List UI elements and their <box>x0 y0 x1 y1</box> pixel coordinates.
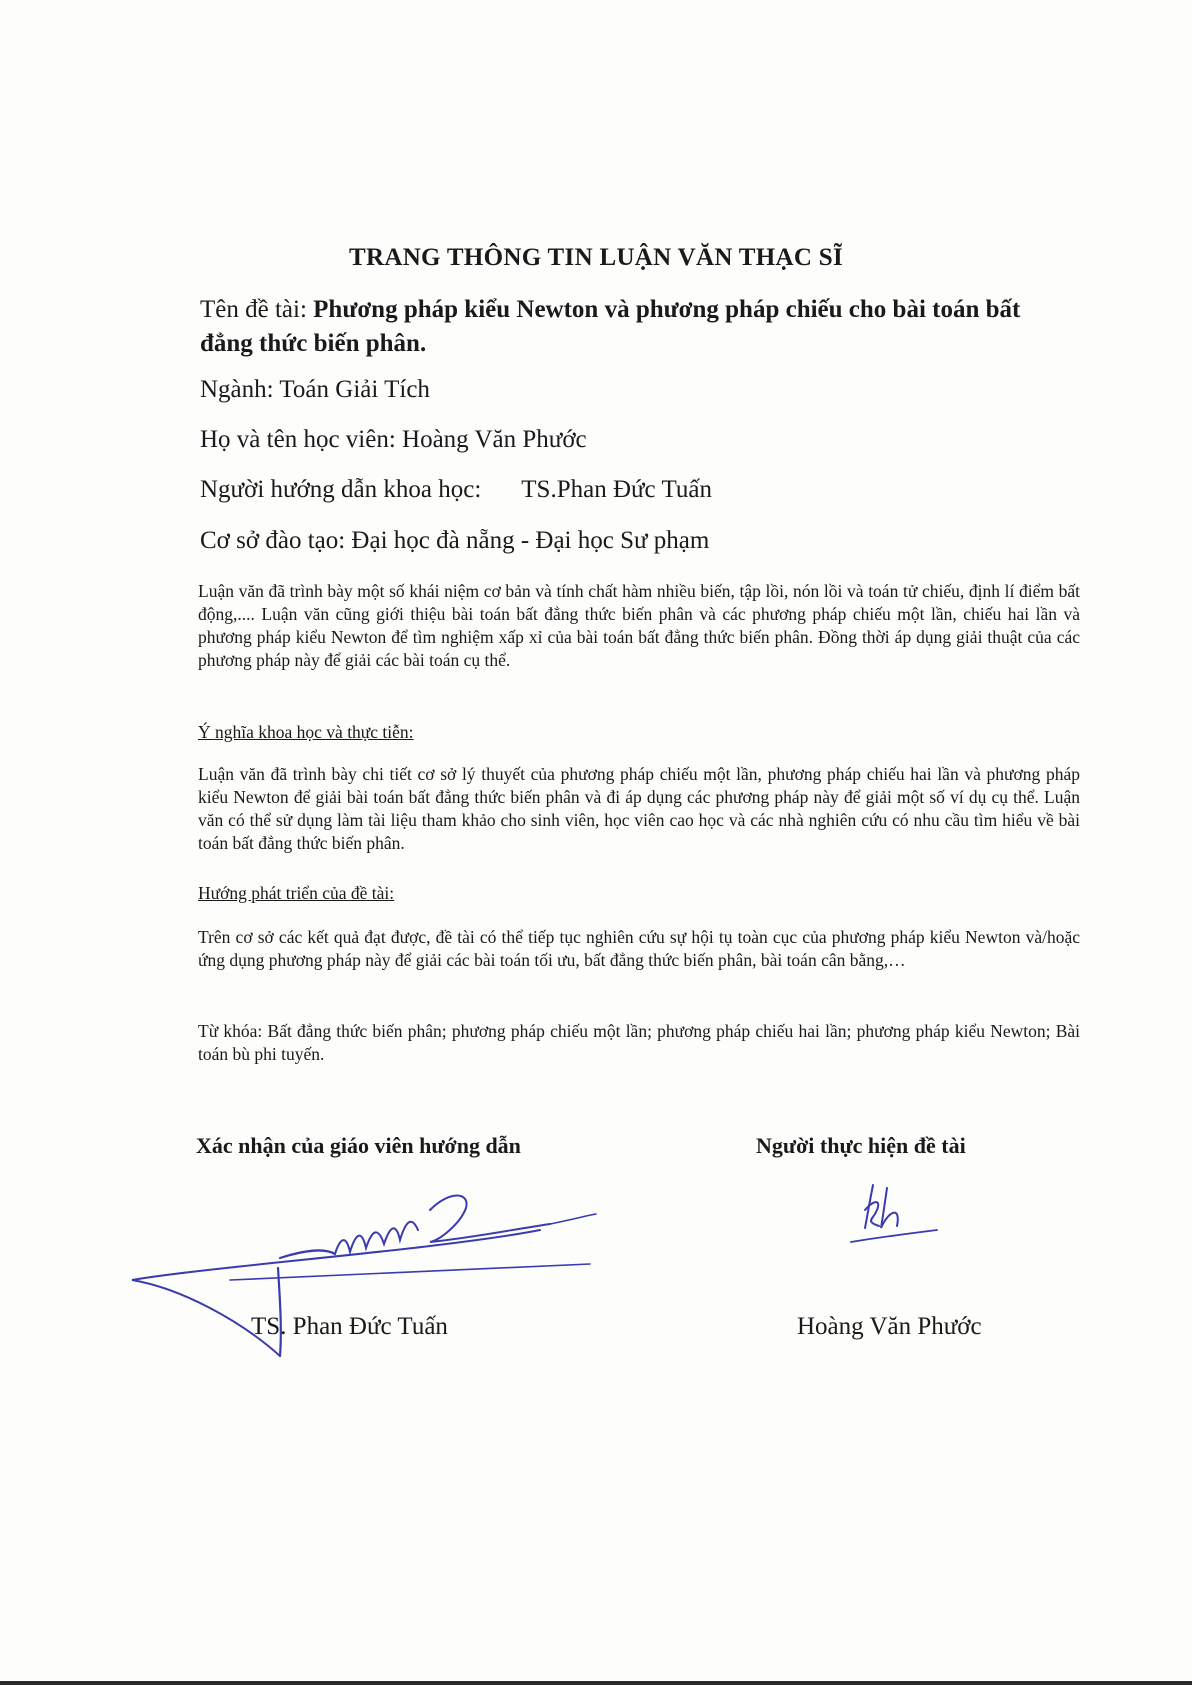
abstract-paragraph: Luận văn đã trình bày một số khái niệm cơ bản và tính chất hàm nhiều biến, tập lồi, nón lồi và toán tử chiếu, định lí điểm bất động,.... Luận văn cũng giới thiệu bài toán bất đẳng thức biến phân và các phương pháp chiếu một lần, chiếu hai lần và phương pháp kiểu Newton để tìm nghiệm xấp xỉ của bài toán bất đẳng thức biến phân. Đồng thời áp dụng giải thuật của các phương pháp này để giải các bài toán cụ thể. <box>198 581 1080 670</box>
advisor-name: TS.Phan Đức Tuấn <box>521 476 712 503</box>
author-signature-name: Hoàng Văn Phước <box>797 1313 982 1340</box>
advisor-confirmation-heading: Xác nhận của giáo viên hướng dẫn <box>196 1133 521 1158</box>
meaning-paragraph: Luận văn đã trình bày chi tiết cơ sở lý thuyết của phương pháp chiếu một lần, phương pháp chiếu hai lần và phương pháp kiểu Newton để giải bài toán bất đẳng thức biến phân và đi áp dụng các phương pháp này để giải một số ví dụ cụ thể. Luận văn có thể sử dụng làm tài liệu tham khảo cho sinh viên, học viên cao học và các nhà nghiên cứu có nhu cầu tìm hiểu về bài toán bất đẳng thức biến phân. <box>198 764 1080 853</box>
topic-title-line2: đẳng thức biến phân. <box>200 330 427 357</box>
advisor-label: Người hướng dẫn khoa học: <box>200 476 482 503</box>
major-line: Ngành: Toán Giải Tích <box>200 376 430 403</box>
author-signature <box>845 1180 945 1250</box>
author-heading: Người thực hiện đề tài <box>756 1133 966 1158</box>
keywords-paragraph: Từ khóa: Bất đẳng thức biến phân; phương pháp chiếu một lần; phương pháp chiếu hai lần; phương pháp kiểu Newton; Bài toán bù phi tuyến. <box>198 1021 1080 1064</box>
advisor-line <box>200 476 712 504</box>
direction-paragraph: Trên cơ sở các kết quả đạt được, đề tài có thể tiếp tục nghiên cứu sự hội tụ toàn cục của phương pháp kiểu Newton và/hoặc ứng dụng phương pháp này để giải các bài toán tối ưu, bất đẳng thức biến phân, bài toán cân bằng,… <box>198 927 1080 970</box>
direction-heading: Hướng phát triển của đề tài: <box>198 883 395 903</box>
institution-line: Cơ sở đào tạo: Đại học đà nẵng - Đại học Sư phạm <box>200 527 710 554</box>
scan-bottom-edge <box>0 1681 1192 1685</box>
topic-title-line1: Phương pháp kiểu Newton và phương pháp chiếu cho bài toán bất <box>313 296 1021 323</box>
meaning-heading: Ý nghĩa khoa học và thực tiễn: <box>198 722 414 742</box>
topic-line <box>200 296 1020 324</box>
topic-label: Tên đề tài: <box>200 296 314 323</box>
document-title: TRANG THÔNG TIN LUẬN VĂN THẠC SĨ <box>349 244 843 271</box>
advisor-signature-name: TS. Phan Đức Tuấn <box>251 1313 448 1340</box>
student-line: Họ và tên học viên: Hoàng Văn Phước <box>200 426 587 453</box>
